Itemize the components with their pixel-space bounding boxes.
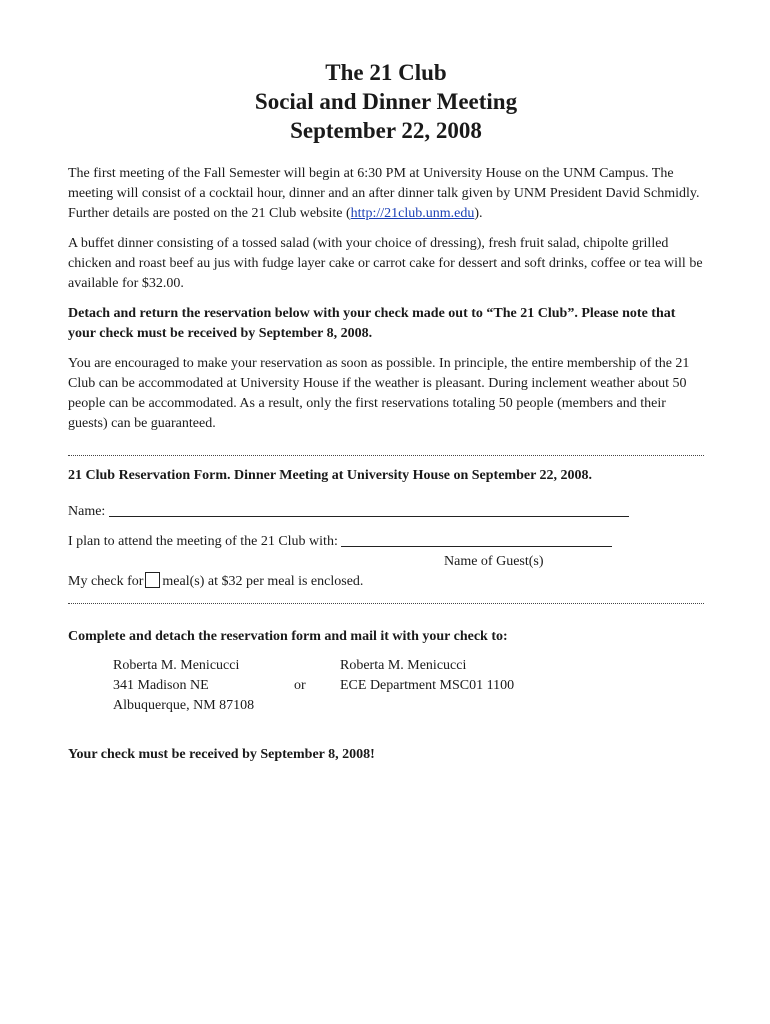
document-page xyxy=(68,58,704,765)
address-home xyxy=(113,656,254,716)
encouragement-paragraph: You are encouraged to make your reservation as soon as possible. In principle, the entire membership of the 21 Club can be accommodated at University House if the weather is pleasant. During inclement weather about 50 people can be accommodated. As a result, only the first reservations totaling 50 people (members and their guests) can be guaranteed. xyxy=(68,356,690,431)
cut-line-bottom xyxy=(68,603,704,605)
mail-instructions-heading: Complete and detach the reservation form and mail it with your check to: xyxy=(68,629,508,644)
address-home-line: Albuquerque, NM 87108 xyxy=(113,698,255,713)
check-row xyxy=(68,572,704,592)
deadline-notice: Your check must be received by September 8, 2008! xyxy=(68,747,375,762)
name-field[interactable] xyxy=(109,502,629,517)
guests-caption: Name of Guest(s) xyxy=(444,554,544,569)
or-label: or xyxy=(294,678,306,693)
mailing-addresses xyxy=(68,656,704,718)
address-home-line: Roberta M. Menicucci xyxy=(113,658,240,673)
attend-row xyxy=(68,532,704,552)
detach-notice: Detach and return the reservation below with your check made out to “The 21 Club”. Please note that your check must be received by September 8, 2008. xyxy=(68,306,676,341)
guests-field[interactable] xyxy=(341,532,612,547)
meals-count-box[interactable] xyxy=(145,572,160,588)
intro-paragraph xyxy=(68,164,704,224)
menu-paragraph: A buffet dinner consisting of a tossed salad (with your choice of dressing), fresh fruit salad, chipolte grilled chicken and roast beef au jus with fudge layer cake or carrot cake for dessert and soft drinks, coffee or tea will be available for $32.00. xyxy=(68,236,703,291)
reservation-form-heading: 21 Club Reservation Form. Dinner Meeting at University House on September 22, 2008. xyxy=(68,468,593,483)
name-row xyxy=(68,502,704,522)
name-label: Name: xyxy=(68,504,106,519)
check-prefix: My check for xyxy=(68,574,144,589)
address-department-line: ECE Department MSC01 1100 xyxy=(340,678,515,693)
cut-line-top xyxy=(68,455,704,457)
intro-text: The first meeting of the Fall Semester will begin at 6:30 PM at University House on the UNM Campus. The meeting will consist of a cocktail hour, dinner and an after dinner talk given by UNM President David Schmidly. Further details are posted on the 21 Club website ( xyxy=(68,166,700,221)
club-website-link[interactable]: http://21club.unm.edu xyxy=(350,206,475,221)
intro-text-end: ). xyxy=(474,206,483,221)
address-department xyxy=(340,656,514,696)
address-department-line: Roberta M. Menicucci xyxy=(340,658,467,673)
check-suffix: meal(s) at $32 per meal is enclosed. xyxy=(162,574,364,589)
address-home-line: 341 Madison NE xyxy=(113,678,209,693)
attend-label: I plan to attend the meeting of the 21 Club with: xyxy=(68,534,338,549)
title-event-date: September 22, 2008 xyxy=(290,118,482,143)
title-event-name: Social and Dinner Meeting xyxy=(254,89,518,114)
title-club-name: The 21 Club xyxy=(325,60,447,85)
